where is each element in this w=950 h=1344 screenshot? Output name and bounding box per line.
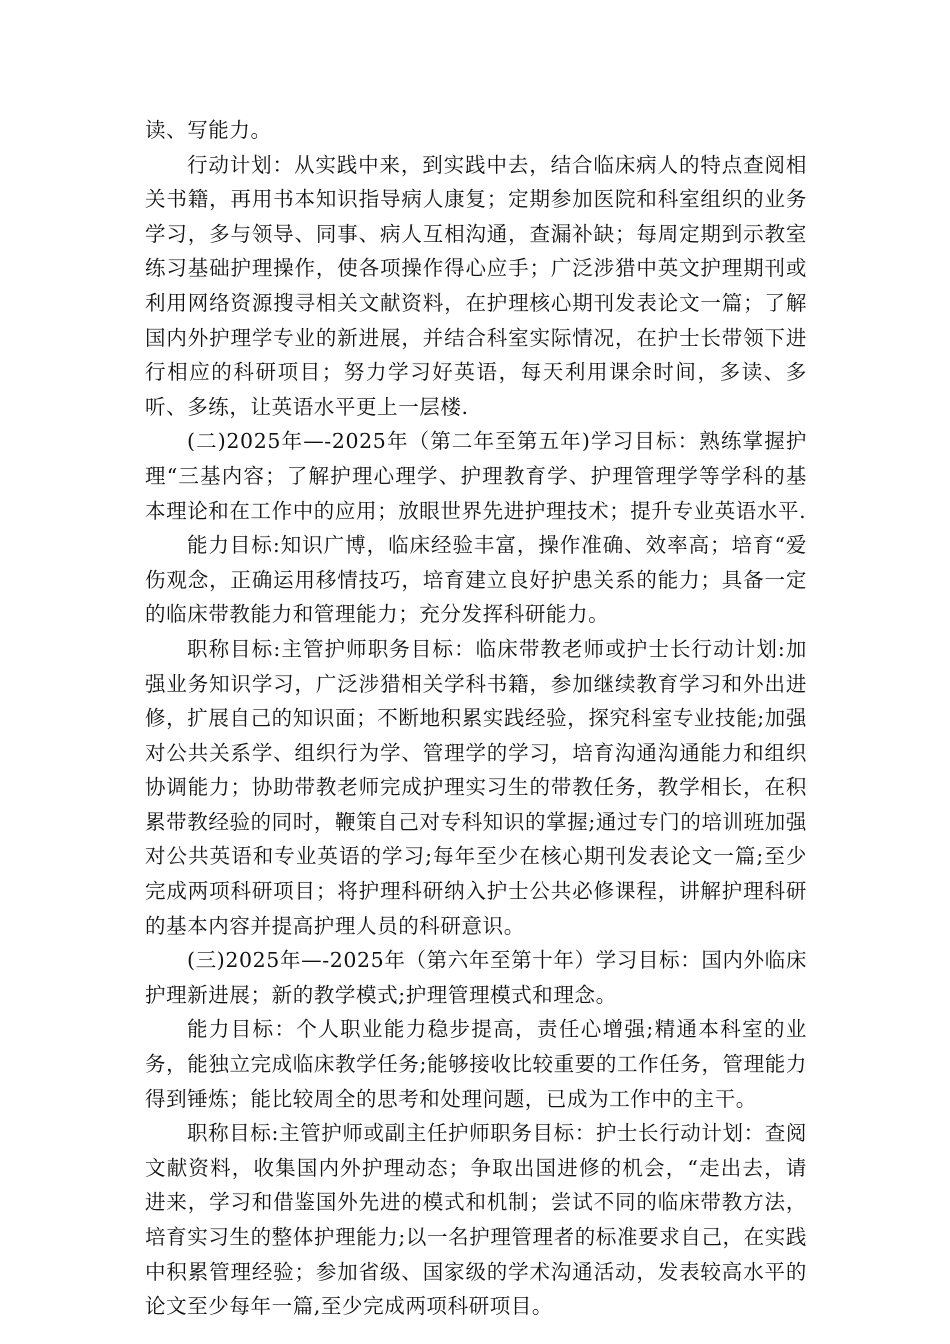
paragraph-phase-two-goals: (二)2025年—-2025年（第二年至第五年)学习目标：熟练掌握护理“三基内容；了解护理心理学、护理教育学、护理管理学等学科的基本理论和在工作中的应用；放眼世界先进护理技术；提升专业英语水平. bbox=[145, 429, 807, 523]
paragraph-phase-three-goals: (三)2025年—-2025年（第六年至第十年）学习目标：国内外临床护理新进展；新的教学模式;护理管理模式和理念。 bbox=[145, 948, 807, 1007]
paragraph-action-plan: 行动计划：从实践中来，到实践中去，结合临床病人的特点查阅相关书籍，再用书本知识指导病人康复；定期参加医院和科室组织的业务学习，多与领导、同事、病人互相沟通，查漏补缺；每周定期到示教室练习基础护理操作，使各项操作得心应手；广泛涉猎中英文护理期刊或利用网络资源搜寻相关文献资料，在护理核心期刊发表论文一篇；了解国内外护理学专业的新进展，并结合科室实际情况，在护士长带领下进行相应的科研项目；努力学习好英语，每天利用课余时间，多读、多听、多练，让英语水平更上一层楼. bbox=[145, 152, 807, 419]
paragraph-phase-two-ability: 能力目标:知识广博，临床经验丰富，操作准确、效率高；培育“爱伤观念，正确运用移情技巧，培育建立良好护患关系的能力；具备一定的临床带教能力和管理能力；充分发挥科研能力。 bbox=[145, 533, 807, 627]
document-body bbox=[145, 113, 807, 1324]
paragraph-phase-three-ability: 能力目标：个人职业能力稳步提高，责任心增强;精通本科室的业务，能独立完成临床教学任务;能够接收比较重要的工作任务，管理能力得到锤炼；能比较周全的思考和处理问题，已成为工作中的主干。 bbox=[145, 1017, 807, 1111]
paragraph-continuation: 读、写能力。 bbox=[145, 118, 272, 142]
paragraph-phase-two-title: 职称目标:主管护师职务目标：临床带教老师或护士长行动计划:加强业务知识学习，广泛涉猎相关学科书籍，参加继续教育学习和外出进修，扩展自己的知识面；不断地积累实践经验，探究科室专业技能;加强对公共关系学、组织行为学、管理学的学习，培育沟通沟通能力和组织协调能力；协助带教老师完成护理实习生的带教任务，教学相长，在积累带教经验的同时，鞭策自己对专科知识的掌握;通过专门的培训班加强对公共英语和专业英语的学习;每年至少在核心期刊发表论文一篇;至少完成两项科研项目；将护理科研纳入护士公共必修课程，讲解护理科研的基本内容并提高护理人员的科研意识。 bbox=[145, 636, 807, 938]
paragraph-phase-three-title: 职称目标:主管护师或副主任护师职务目标：护士长行动计划：查阅文献资料，收集国内外护理动态；争取出国进修的机会，“走出去，请进来，学习和借鉴国外先进的模式和机制；尝试不同的临床带教方法，培育实习生的整体护理能力;以一名护理管理者的标准要求自己，在实践中积累管理经验；参加省级、国家级的学术沟通活动，发表较高水平的论文至少每年一篇,至少完成两项科研项目。 bbox=[145, 1121, 807, 1319]
